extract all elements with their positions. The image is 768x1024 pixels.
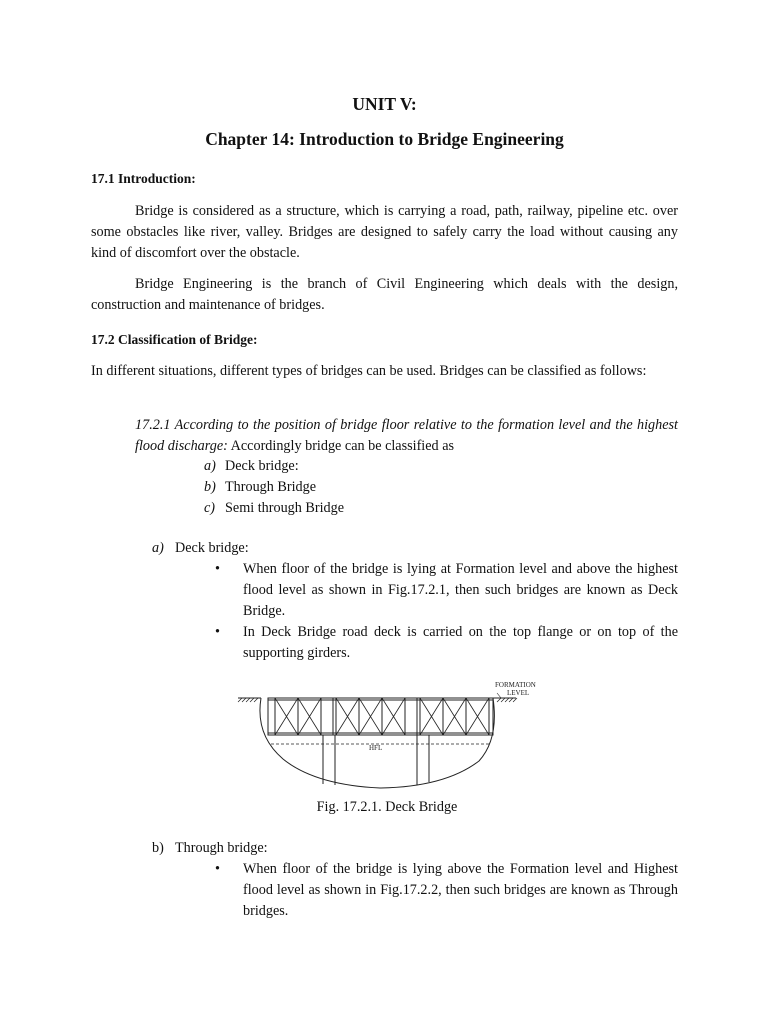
bullet-text: When floor of the bridge is lying at Formation level and above the highest flood level as shown in Fig.17.2.1, then such bridges are known as Deck Bridge. xyxy=(243,561,678,619)
bullet-text: In Deck Bridge road deck is carried on the top flange or on top of the supporting girders. xyxy=(243,624,678,661)
bullet-text: When floor of the bridge is lying above the Formation level and Highest flood level as shown in Fig.17.2.2, then such bridges are known as Through bridges. xyxy=(243,861,678,919)
list-item xyxy=(204,477,344,498)
bridge-piers xyxy=(323,735,429,785)
hfl-label: HFL xyxy=(369,744,383,752)
bullet-icon: • xyxy=(215,561,220,577)
formation-label: FORMATION xyxy=(495,681,536,689)
figure-caption: Fig. 17.2.1. Deck Bridge xyxy=(316,799,458,815)
ground-hatch-left xyxy=(238,698,258,702)
bullet-item xyxy=(215,622,678,664)
list-letter: b) xyxy=(204,479,216,495)
subsection-text: Accordingly bridge can be classified as xyxy=(227,438,455,454)
paragraph-bridge-engineering: Bridge Engineering is the branch of Civil Engineering which deals with the design, construction and maintenance of bridges. xyxy=(91,276,678,313)
paragraph-bridge-definition: Bridge is considered as a structure, which is carrying a road, path, railway, pipeline etc. over some obstacles like river, valley. Bridges are designed to safely carry the load without causing any kind of discomfort over the obstacle. xyxy=(91,203,678,261)
bullet-item xyxy=(215,559,678,622)
paragraph-classification-intro: In different situations, different types of bridges can be used. Bridges can be classified as follows: xyxy=(91,363,647,379)
bullet-icon: • xyxy=(215,861,220,877)
through-title: Through bridge: xyxy=(175,840,268,856)
list-text: Deck bridge: xyxy=(225,458,299,474)
deck-title: Deck bridge: xyxy=(175,540,249,556)
bullet-item xyxy=(215,859,678,922)
subsection-italic-heading: 17.2.1 According to the position of bridge floor relative to the formation level and the highest flood discharge: xyxy=(135,417,678,454)
through-bridge-heading xyxy=(152,838,268,859)
formation-pointer xyxy=(497,693,501,698)
truss-verticals xyxy=(275,698,489,735)
section-heading-classification: 17.2 Classification of Bridge: xyxy=(91,332,258,347)
list-item xyxy=(204,456,344,477)
deck-letter: a) xyxy=(152,540,164,556)
ground-hatch-right xyxy=(497,698,517,702)
section-heading-introduction: 17.1 Introduction: xyxy=(91,171,196,186)
list-text: Semi through Bridge xyxy=(225,500,345,516)
valley-profile xyxy=(260,698,494,788)
chapter-title: Chapter 14: Introduction to Bridge Engineering xyxy=(205,129,564,149)
list-letter: c) xyxy=(204,500,216,516)
classification-list xyxy=(204,456,344,519)
list-letter: a) xyxy=(204,458,216,474)
deck-bullets xyxy=(215,559,678,664)
list-text: Through Bridge xyxy=(225,479,317,495)
list-item xyxy=(204,498,344,519)
subsection-17-2-1 xyxy=(135,415,678,457)
bullet-icon: • xyxy=(215,624,220,640)
through-letter: b) xyxy=(152,840,164,856)
through-bullets xyxy=(215,859,678,922)
level-label: LEVEL xyxy=(507,689,530,697)
deck-bridge-heading xyxy=(152,538,249,559)
unit-title: UNIT V: xyxy=(352,94,417,114)
deck-bridge-diagram xyxy=(235,677,555,795)
